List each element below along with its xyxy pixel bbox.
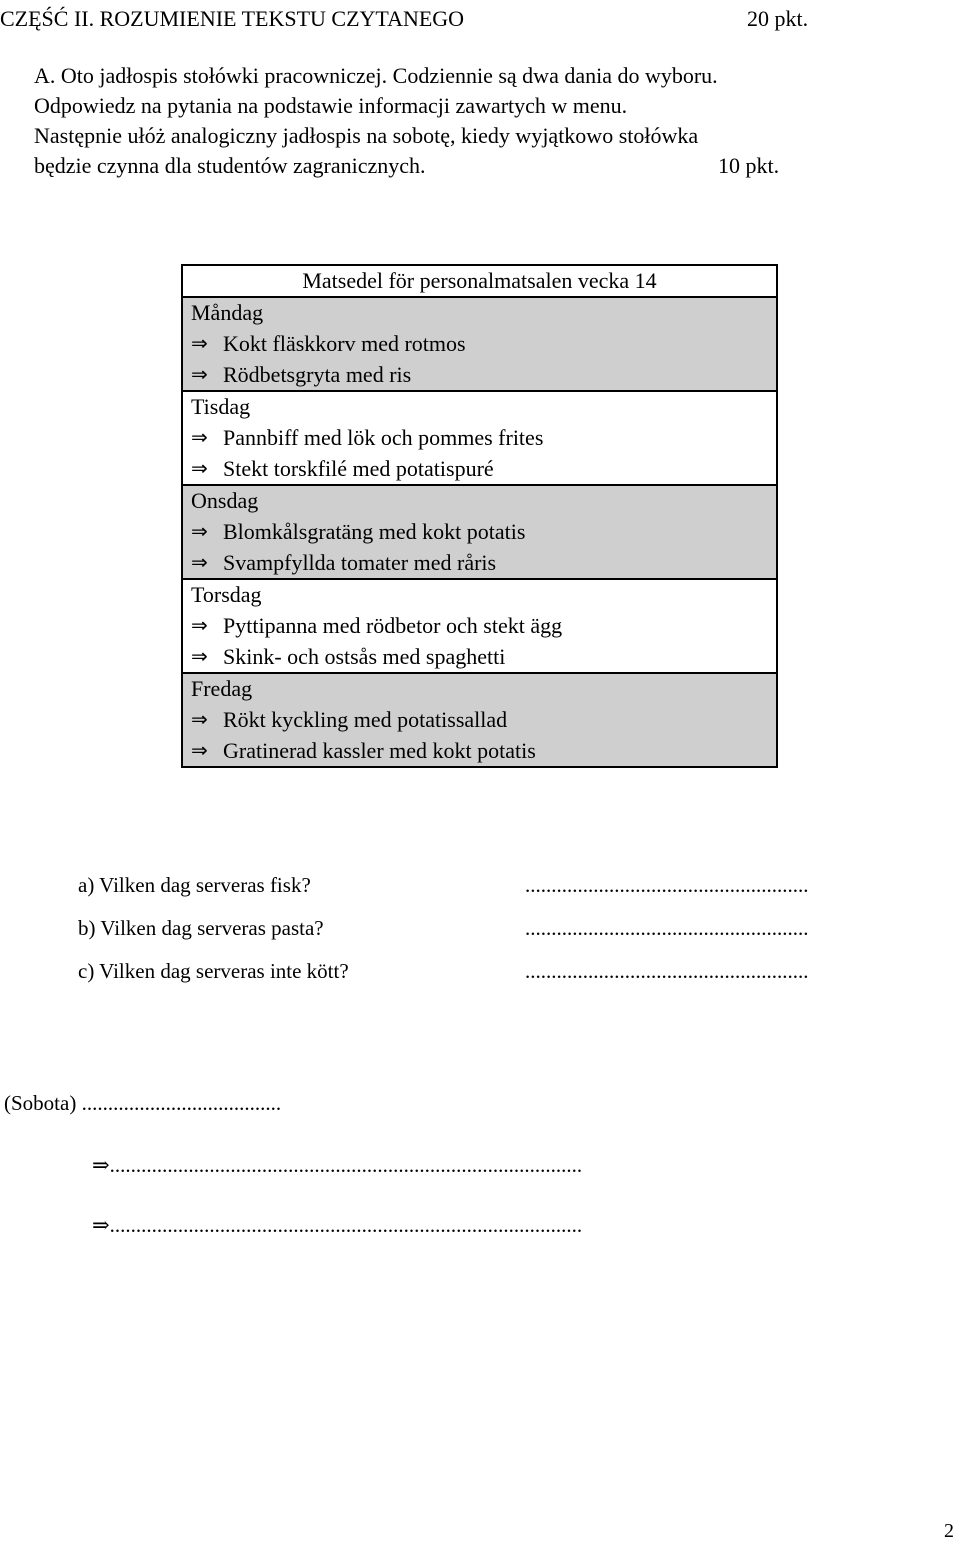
- task-line-2: Odpowiedz na pytania na podstawie informacji zawartych w menu.: [34, 93, 628, 118]
- answer-line-a[interactable]: ......................................................: [525, 873, 809, 897]
- page-number: 2: [944, 1520, 954, 1542]
- dish-item: [191, 359, 776, 390]
- task-line-1: A. Oto jadłospis stołówki pracowniczej. Codziennie są dwa dania do wyboru.: [34, 63, 718, 88]
- menu-day-2: [183, 484, 776, 578]
- dish-text: Stekt torskfilé med potatispuré: [223, 456, 494, 481]
- section-points: 20 pkt.: [747, 6, 809, 31]
- dish-text: Pannbiff med lök och pommes frites: [223, 425, 544, 450]
- dish-item: [191, 547, 776, 578]
- dish-item: [191, 704, 776, 735]
- task-line-3: Następnie ułóż analogiczny jadłospis na sobotę, kiedy wyjątkowo stołówka: [34, 123, 699, 148]
- dish-item: [191, 735, 776, 766]
- menu-title: Matsedel för personalmatsalen vecka 14: [183, 266, 776, 298]
- double-arrow-right-icon: ⇒: [191, 738, 208, 762]
- day-name: Onsdag: [191, 488, 259, 513]
- double-arrow-right-icon: ⇒: [191, 644, 208, 668]
- double-arrow-right-icon: ⇒: [191, 613, 208, 637]
- dish-item: [191, 453, 776, 484]
- day-name: Fredag: [191, 676, 253, 701]
- question-a: a) Vilken dag serveras fisk?: [78, 873, 311, 897]
- double-arrow-right-icon: ⇒: [191, 425, 208, 449]
- answer-line-b[interactable]: ......................................................: [525, 916, 809, 940]
- dish-text: Kokt fläskkorv med rotmos: [223, 331, 466, 356]
- dish-text: Blomkålsgratäng med kokt potatis: [223, 519, 526, 544]
- double-arrow-right-icon: ⇒: [191, 362, 208, 386]
- dish-text: Rökt kyckling med potatissallad: [223, 707, 508, 732]
- task-points: 10 pkt.: [718, 153, 780, 178]
- menu-day-3: [183, 578, 776, 672]
- double-arrow-right-icon: ⇒: [191, 456, 208, 480]
- double-arrow-right-icon: ⇒: [191, 550, 208, 574]
- dish-text: Pyttipanna med rödbetor och stekt ägg: [223, 613, 563, 638]
- menu-day-4: [183, 672, 776, 766]
- dish-text: Skink- och ostsås med spaghetti: [223, 644, 506, 669]
- double-arrow-right-icon: ⇒: [191, 707, 208, 731]
- dish-text: Gratinerad kassler med kokt potatis: [223, 738, 536, 763]
- dish-item: [191, 328, 776, 359]
- dish-item: [191, 422, 776, 453]
- menu-day-1: [183, 390, 776, 484]
- dish-text: Svampfyllda tomater med råris: [223, 550, 497, 575]
- double-arrow-right-icon: ⇒: [191, 331, 208, 355]
- day-name: Torsdag: [191, 582, 262, 607]
- double-arrow-right-icon: ⇒: [191, 519, 208, 543]
- menu-day-0: [183, 298, 776, 390]
- question-b: b) Vilken dag serveras pasta?: [78, 916, 324, 940]
- answer-line-c[interactable]: ......................................................: [525, 959, 809, 983]
- task-line-4: będzie czynna dla studentów zagranicznych.: [34, 153, 426, 178]
- saturday-dish-line-2[interactable]: ⇒..........................................................................................: [92, 1213, 583, 1237]
- section-title: CZĘŚĆ II. ROZUMIENIE TEKSTU CZYTANEGO: [0, 6, 465, 31]
- menu-days: [183, 298, 776, 766]
- dish-item: [191, 610, 776, 641]
- dish-item: [191, 516, 776, 547]
- dish-item: [191, 641, 776, 672]
- menu-table: [181, 264, 778, 768]
- dish-text: Rödbetsgryta med ris: [223, 362, 412, 387]
- day-name: Tisdag: [191, 394, 251, 419]
- saturday-label[interactable]: (Sobota) ......................................: [4, 1091, 282, 1115]
- saturday-dish-line-1[interactable]: ⇒..........................................................................................: [92, 1153, 583, 1177]
- question-c: c) Vilken dag serveras inte kött?: [78, 959, 349, 983]
- day-name: Måndag: [191, 300, 264, 325]
